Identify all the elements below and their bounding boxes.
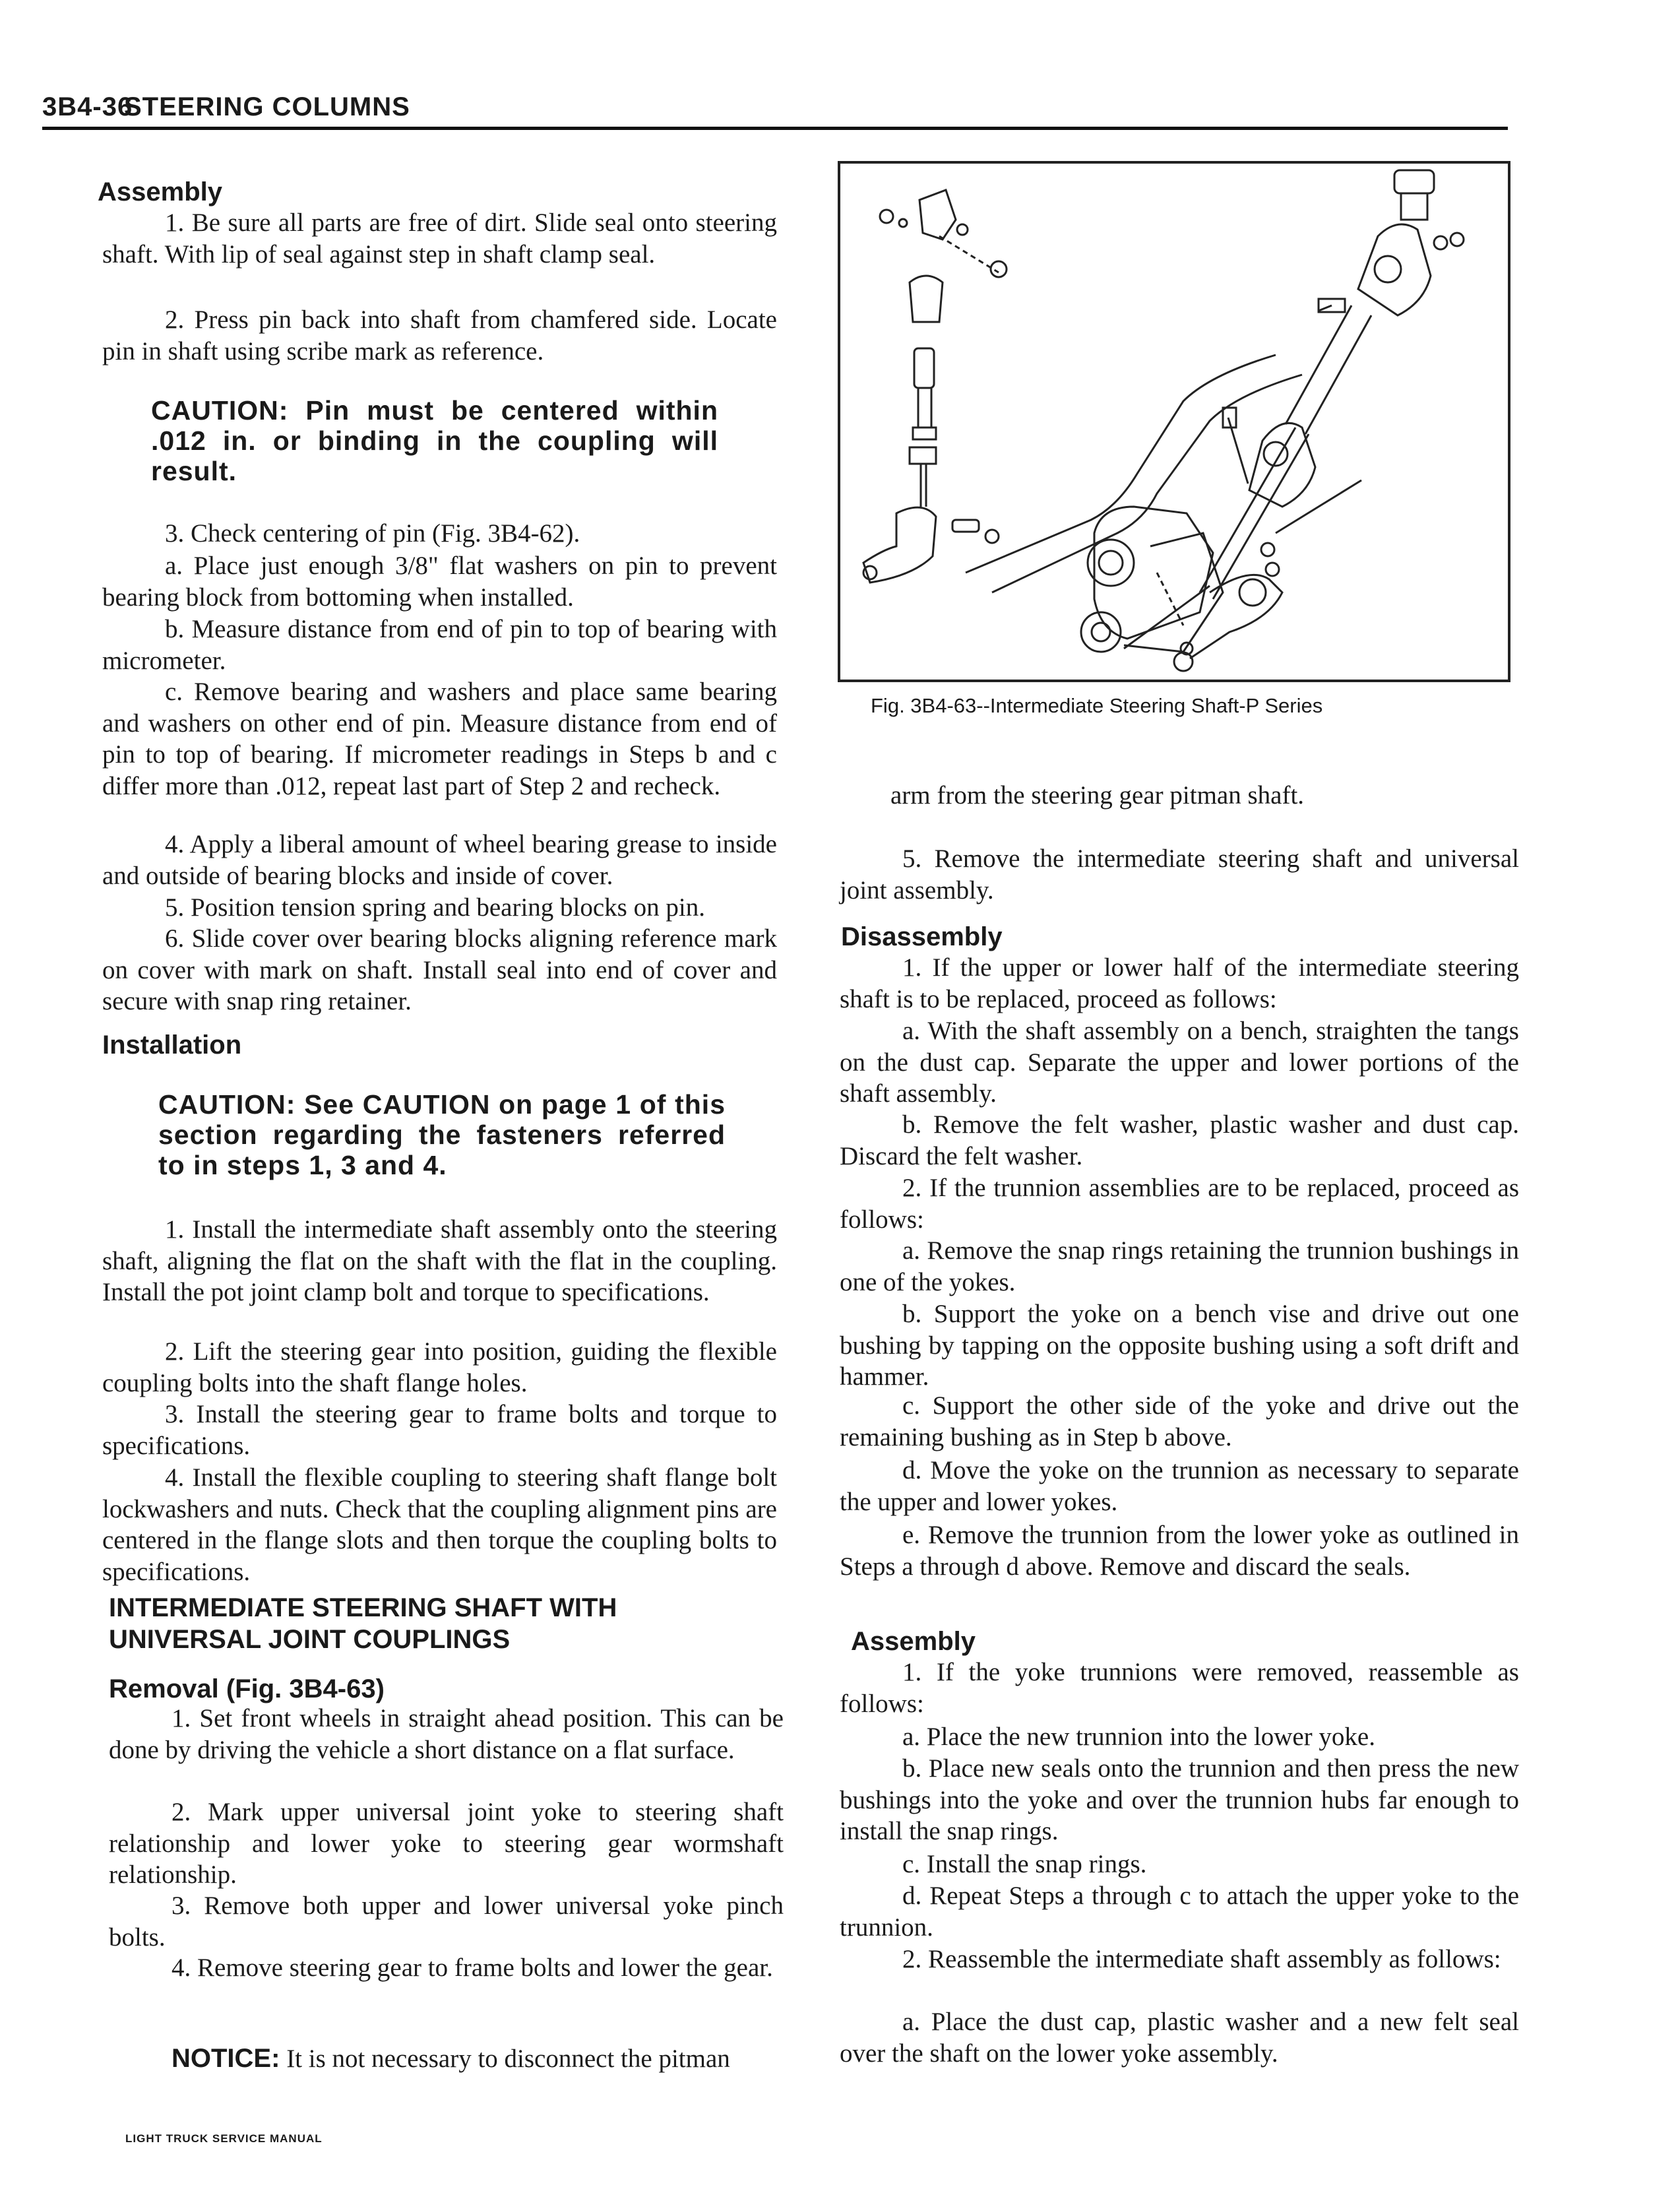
paragraph: arm from the steering gear pitman shaft. xyxy=(890,781,1305,810)
paragraph: 2. If the trunnion assemblies are to be replaced, proceed as follows: xyxy=(840,1174,1519,1234)
paragraph: 2. Lift the steering gear into position, guiding the flexible coupling bolts into the shaft flange holes. xyxy=(102,1337,777,1397)
paragraph: a. Place the dust cap, plastic washer and a new felt seal over the shaft on the lower yoke assembly. xyxy=(840,2008,1519,2068)
paragraph: 6. Slide cover over bearing blocks aligning reference mark on cover with mark on shaft. Install seal into end of cover and secure with snap ring retainer. xyxy=(102,924,777,1016)
notice-text: It is not necessary to disconnect the pitman xyxy=(280,2045,730,2073)
removal-heading: Removal (Fig. 3B4-63) xyxy=(109,1674,385,1703)
paragraph: a. Place the new trunnion into the lower yoke. xyxy=(902,1723,1375,1751)
assembly-heading-right: Assembly xyxy=(851,1627,976,1656)
paragraph: 1. Set front wheels in straight ahead position. This can be done by driving the vehicle a short distance on a flat surface. xyxy=(109,1704,784,1764)
paragraph: 3. Check centering of pin (Fig. 3B4-62). xyxy=(165,519,580,548)
paragraph: a. With the shaft assembly on a bench, straighten the tangs on the dust cap. Separate the upper and lower portions of the shaft assembly. xyxy=(840,1017,1519,1108)
paragraph: b. Remove the felt washer, plastic washer and dust cap. Discard the felt washer. xyxy=(840,1110,1519,1170)
paragraph: 4. Remove steering gear to frame bolts and lower the gear. xyxy=(171,1953,773,1982)
figure-intermediate-steering-shaft xyxy=(838,161,1510,682)
paragraph: 2. Reassemble the intermediate shaft assembly as follows: xyxy=(902,1945,1501,1973)
paragraph: d. Repeat Steps a through c to attach the upper yoke to the trunnion. xyxy=(840,1882,1519,1942)
figure-caption: Fig. 3B4-63--Intermediate Steering Shaft-P Series xyxy=(871,694,1323,717)
paragraph: 1. Install the intermediate shaft assembly onto the steering shaft, aligning the flat on the shaft with the flat in the coupling. Install the pot joint clamp bolt and torque to specifications. xyxy=(102,1215,777,1307)
paragraph: 5. Remove the intermediate steering shaft and universal joint assembly. xyxy=(840,844,1519,905)
paragraph: c. Support the other side of the yoke and drive out the remaining bushing as in Step b above. xyxy=(840,1391,1519,1451)
disassembly-heading: Disassembly xyxy=(841,922,1003,951)
header-rule xyxy=(42,127,1508,130)
paragraph: c. Install the snap rings. xyxy=(902,1850,1147,1878)
paragraph: 2. Mark upper universal joint yoke to steering shaft relationship and lower yoke to steering gear wormshaft relationship. xyxy=(109,1798,784,1889)
paragraph: 3. Remove both upper and lower universal yoke pinch bolts. xyxy=(109,1891,784,1952)
caution-note: CAUTION: Pin must be centered within .012 in. or binding in the coupling will result. xyxy=(151,395,718,486)
paragraph: b. Measure distance from end of pin to top of bearing with micrometer. xyxy=(102,615,777,675)
paragraph: b. Support the yoke on a bench vise and drive out one bushing by tapping on the opposite bushing using a soft drift and hammer. xyxy=(840,1300,1519,1391)
notice-label: NOTICE: xyxy=(171,2044,280,2073)
steering-shaft-illustration xyxy=(840,164,1508,680)
paragraph: 3. Install the steering gear to frame bolts and torque to specifications. xyxy=(102,1400,777,1460)
intermediate-shaft-heading: INTERMEDIATE STEERING SHAFT WITH UNIVERSAL JOINT COUPLINGS xyxy=(109,1593,617,1654)
paragraph: 1. Be sure all parts are free of dirt. Slide seal onto steering shaft. With lip of seal against step in shaft clamp seal. xyxy=(102,208,777,269)
notice xyxy=(109,2043,784,2075)
paragraph: 1. If the upper or lower half of the intermediate steering shaft is to be replaced, proceed as follows: xyxy=(840,953,1519,1013)
paragraph: a. Place just enough 3/8" flat washers on pin to prevent bearing block from bottoming when installed. xyxy=(102,552,777,612)
section-title: STEERING COLUMNS xyxy=(124,92,410,121)
paragraph: 5. Position tension spring and bearing blocks on pin. xyxy=(165,893,705,922)
paragraph: a. Remove the snap rings retaining the trunnion bushings in one of the yokes. xyxy=(840,1236,1519,1296)
footer-manual-name: LIGHT TRUCK SERVICE MANUAL xyxy=(125,2132,323,2145)
paragraph: e. Remove the trunnion from the lower yoke as outlined in Steps a through d above. Remove and discard the seals. xyxy=(840,1521,1519,1581)
installation-heading: Installation xyxy=(102,1031,242,1060)
page-number: 3B4-36 xyxy=(42,92,133,121)
assembly-heading: Assembly xyxy=(98,177,222,206)
paragraph: c. Remove bearing and washers and place same bearing and washers on other end of pin. Measure distance from end of pin to top of bearing. If micrometer readings in Steps b and c differ more than .012, repeat last part of Step 2 and recheck. xyxy=(102,678,777,801)
paragraph: d. Move the yoke on the trunnion as necessary to separate the upper and lower yokes. xyxy=(840,1456,1519,1516)
paragraph: b. Place new seals onto the trunnion and then press the new bushings into the yoke and over the trunnion hubs far enough to install the snap rings. xyxy=(840,1754,1519,1846)
paragraph: 2. Press pin back into shaft from chamfered side. Locate pin in shaft using scribe mark as reference. xyxy=(102,305,777,365)
paragraph: 4. Install the flexible coupling to steering shaft flange bolt lockwashers and nuts. Check that the coupling alignment pins are centered in the flange slots and then torque the coupling bolts to specifications. xyxy=(102,1463,777,1587)
paragraph: 4. Apply a liberal amount of wheel bearing grease to inside and outside of bearing blocks and inside of cover. xyxy=(102,830,777,890)
paragraph: 1. If the yoke trunnions were removed, reassemble as follows: xyxy=(840,1658,1519,1718)
caution-note: CAUTION: See CAUTION on page 1 of this section regarding the fasteners referred to in steps 1, 3 and 4. xyxy=(158,1089,726,1180)
